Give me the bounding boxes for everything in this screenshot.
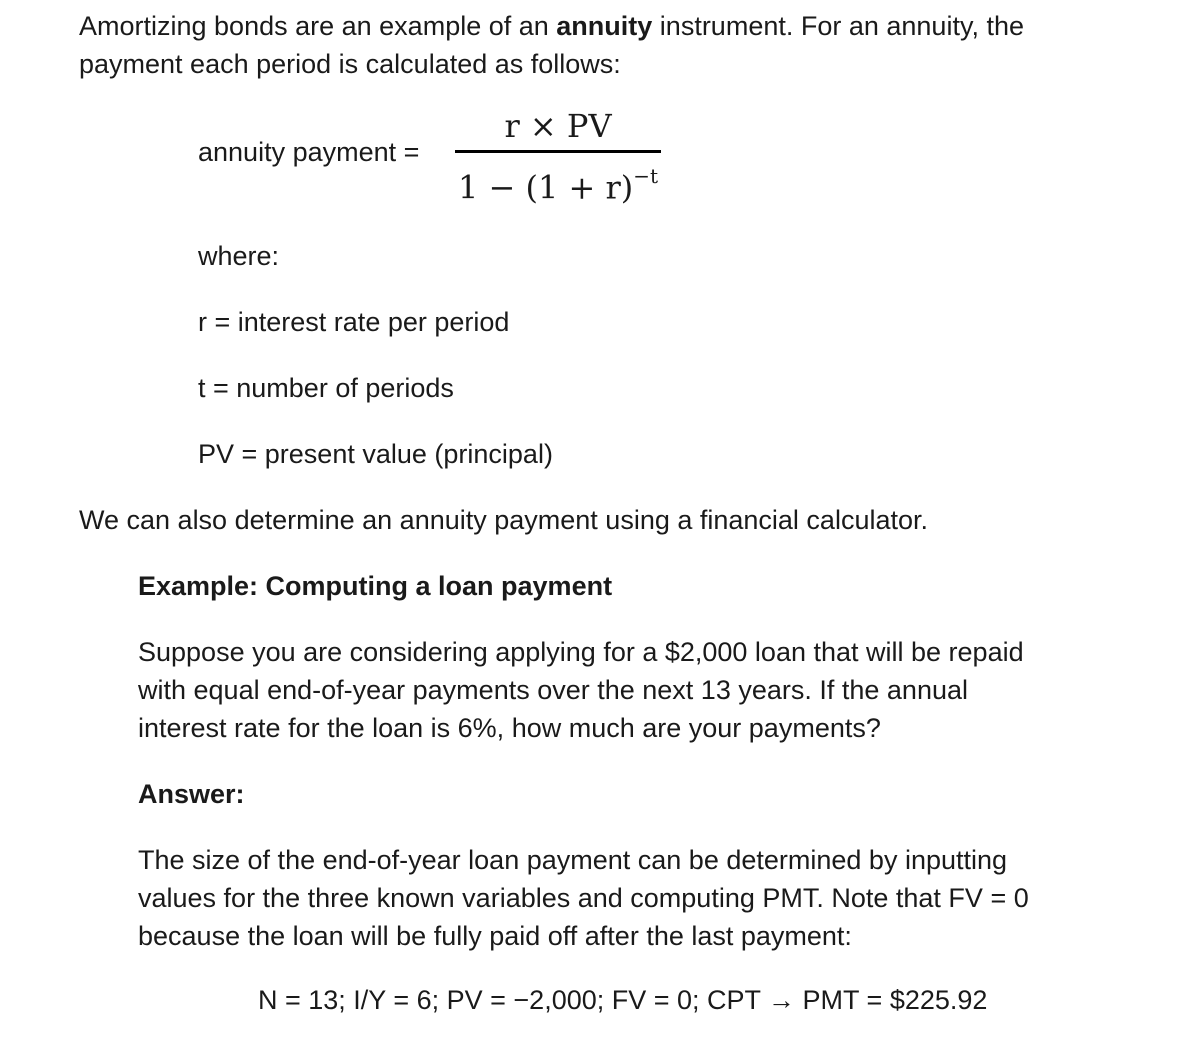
question-line: interest rate for the loan is 6%, how much are your payments? <box>138 713 881 743</box>
calculator-inputs: N = 13; I/Y = 6; PV = −2,000; FV = 0; CPT → PMT = $225.92 <box>258 985 988 1015</box>
denominator-exponent: −t <box>633 164 659 188</box>
question-line: with equal end-of-year payments over the next 13 years. If the annual <box>138 675 968 705</box>
annuity-term: annuity <box>556 11 653 41</box>
answer-line: because the loan will be fully paid off after the last payment: <box>138 921 852 951</box>
formula-label: annuity payment = <box>198 137 420 167</box>
answer-label: Answer: <box>138 779 245 809</box>
definition-t: t = number of periods <box>198 373 454 403</box>
formula-denominator <box>455 160 661 208</box>
example-title: Example: Computing a loan payment <box>138 571 613 601</box>
intro-line-2: payment each period is calculated as follows: <box>79 49 621 79</box>
definition-r: r = interest rate per period <box>198 307 510 337</box>
denominator-base: 1 − (1 + r) <box>457 168 634 207</box>
fraction-bar <box>455 150 661 153</box>
calculator-note: We can also determine an annuity payment using a financial calculator. <box>79 505 928 535</box>
answer-line: The size of the end-of-year loan payment can be determined by inputting <box>138 845 1008 875</box>
answer-line: values for the three known variables and computing PMT. Note that FV = 0 <box>138 883 1029 913</box>
intro-text: instrument. For an annuity, the <box>652 11 1024 41</box>
definition-pv: PV = present value (principal) <box>198 439 553 469</box>
where-heading: where: <box>198 241 280 271</box>
intro-line-1 <box>79 7 1024 45</box>
formula-numerator: r × PV <box>504 107 612 145</box>
intro-text: Amortizing bonds are an example of an <box>79 11 557 41</box>
question-line: Suppose you are considering applying for a $2,000 loan that will be repaid <box>138 637 1024 667</box>
